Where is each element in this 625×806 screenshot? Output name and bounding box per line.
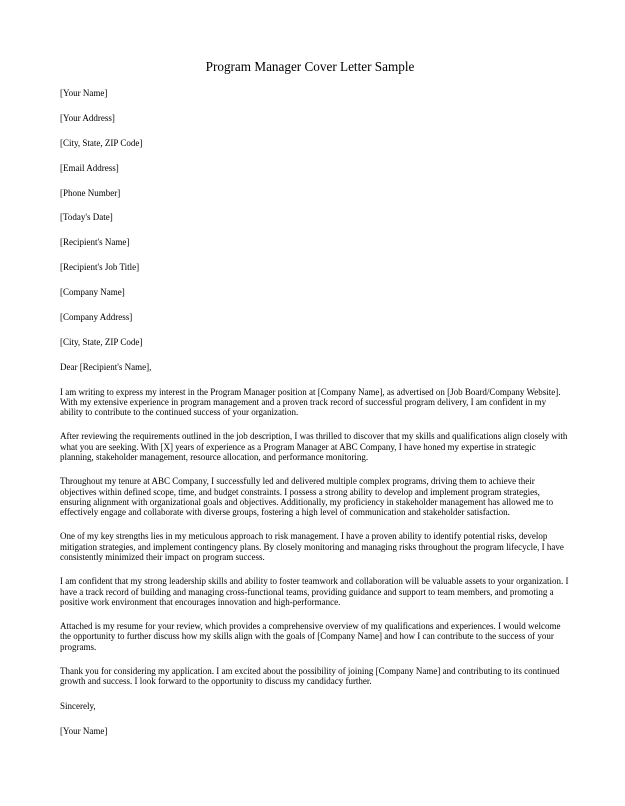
sender-email: [Email Address] — [60, 162, 119, 173]
sender-city-state-zip: [City, State, ZIP Code] — [60, 137, 143, 148]
signature: [Your Name] — [60, 725, 108, 736]
recipient-job-title: [Recipient's Job Title] — [60, 262, 140, 273]
recipient-company-name: [Company Name] — [60, 287, 125, 297]
body-paragraph: I am writing to express my interest in the Program Manager position at [Company Name], as advertised on [Job Board/Company Website]. With my extensive experience in program management and a proven track record of successful program delivery, I am confident in my ability to contribute to the continued success of your organization. — [60, 386, 561, 417]
salutation: Dear [Recipient's Name], — [60, 361, 152, 372]
recipient-company-address: [Company Address] — [60, 311, 133, 322]
closing: Sincerely, — [60, 700, 96, 711]
sender-phone: [Phone Number] — [60, 187, 121, 198]
sender-address: [Your Address] — [60, 112, 115, 123]
letter-date: [Today's Date] — [60, 212, 113, 223]
sender-name: [Your Name] — [60, 88, 108, 98]
document-title: Program Manager Cover Letter Sample — [205, 59, 415, 74]
body-paragraph: After reviewing the requirements outlined in the job description, I was thrilled to discover that my skills and qualifications align closely with what you are seeking. With [X] years of experience as a Program Manager at ABC Company, I have honed my expertise in strategic planning, stakeholder management, resource allocation, and performance monitoring. — [60, 431, 568, 462]
body-paragraph: Throughout my tenure at ABC Company, I successfully led and delivered multiple complex programs, driving them to achieve their objectives within defined scope, time, and budget constraints. I possess a strong ability to develop and implement program strategies, ensuring alignment with organizational goals and objectives. Additionally, my proficiency in stakeholder management has allowed me to effectively engage and collaborate with diverse groups, fostering a high level of communication and stakeholder satisfaction. — [60, 476, 554, 517]
letter-body — [60, 88, 570, 751]
body-paragraph: Thank you for considering my application. I am excited about the possibility of joining [Company Name] and contributing to its continued growth and success. I look forward to the opportunity to discuss my candidacy further. — [60, 666, 560, 687]
recipient-name: [Recipient's Name] — [60, 237, 130, 248]
body-paragraph: One of my key strengths lies in my meticulous approach to risk management. I have a proven ability to identify potential risks, develop mitigation strategies, and implement contingency plans. By closely monitoring and managing risks throughout the program lifecycle, I have consistently minimized their impact on program success. — [60, 531, 564, 562]
body-paragraph: Attached is my resume for your review, which provides a comprehensive overview of my qualifications and experiences. I would welcome the opportunity to further discuss how my skills align with the goals of [Company Name] and how I can contribute to the success of your programs. — [60, 621, 561, 652]
body-paragraph: I am confident that my strong leadership skills and ability to foster teamwork and collaboration will be valuable assets to your organization. I have a track record of building and managing cross-functional teams, providing guidance and support to team members, and promoting a positive work environment that encourages innovation and high-performance. — [60, 576, 569, 607]
recipient-city-state-zip: [City, State, ZIP Code] — [60, 336, 143, 347]
